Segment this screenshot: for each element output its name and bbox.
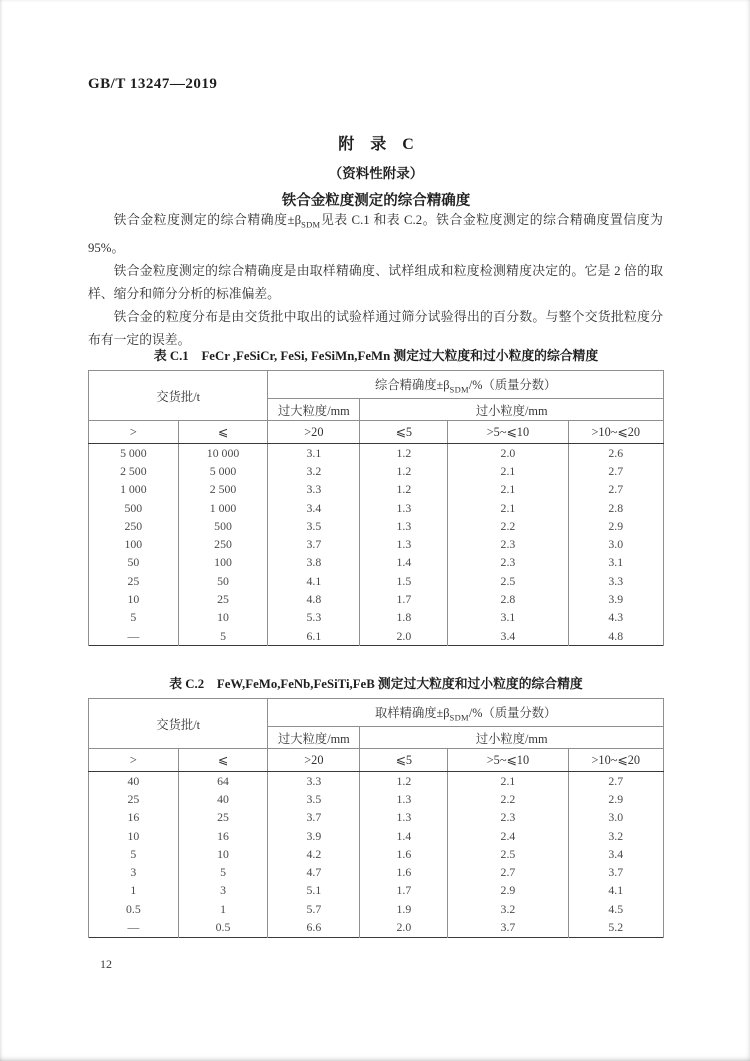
table-cell: 3.1 (568, 554, 663, 572)
table-cell: — (89, 918, 179, 937)
table-cell: 1.6 (360, 845, 448, 863)
table-cell: 1 (178, 900, 268, 918)
table-cell: 3.7 (268, 535, 360, 553)
table-cell: 1.2 (360, 444, 448, 463)
paragraph-text: 见表 C.1 和表 C.2。铁合金粒度测定的综合精确度置信度为 95%。 (88, 213, 663, 255)
table-cell: 2.6 (568, 444, 663, 463)
header-cell-precision (268, 699, 664, 727)
table-cell: 6.6 (268, 918, 360, 937)
table-cell: 2.1 (448, 462, 568, 480)
table-cell: 5 (89, 609, 179, 627)
header-cell-lot: 交货批/t (89, 699, 268, 749)
table-row (89, 517, 664, 535)
table-cell: 16 (89, 809, 179, 827)
header-cell-oversize: 过大粒度/mm (268, 399, 360, 421)
table-cell: 2.7 (568, 462, 663, 480)
table-row (89, 809, 664, 827)
table-cell: 2.7 (448, 863, 568, 881)
table-cell: 40 (178, 790, 268, 808)
table-cell: 1 000 (89, 481, 179, 499)
table-cell: 1.3 (360, 790, 448, 808)
table-cell: 4.1 (268, 572, 360, 590)
table-row (89, 918, 664, 937)
table-cell: 250 (89, 517, 179, 535)
table-cell: 2 500 (178, 481, 268, 499)
table-cell: 3.9 (568, 590, 663, 608)
table-cell: 2.8 (448, 590, 568, 608)
table-cell: 5 (178, 627, 268, 646)
table-cell: 3.5 (268, 790, 360, 808)
table-cell: 3 (178, 882, 268, 900)
page-number: 12 (100, 957, 112, 971)
table-cell: 10 (178, 845, 268, 863)
table-row (89, 863, 664, 881)
header-cell-range: >20 (268, 749, 360, 772)
table-row (89, 481, 664, 499)
table-row (89, 845, 664, 863)
table-cell: 2.0 (448, 444, 568, 463)
table-row (89, 627, 664, 646)
table-cell: 5.1 (268, 882, 360, 900)
body-text (88, 209, 663, 352)
header-cell-range: >20 (268, 421, 360, 444)
table-cell: 40 (89, 772, 179, 791)
table-c2-body (89, 772, 664, 938)
table-cell: 5 (178, 863, 268, 881)
table-cell: 2.7 (568, 772, 663, 791)
table-row (89, 572, 664, 590)
table-cell: 1.3 (360, 499, 448, 517)
table-cell: 2.0 (360, 918, 448, 937)
header-cell-range: >10~⩽20 (568, 421, 663, 444)
paragraph: 铁合金粒度测定的综合精确度是由取样精确度、试样组成和粒度检测精度决定的。它是 2 倍的取样、缩分和筛分分析的标准偏差。 (88, 263, 663, 301)
paragraph-text: 铁合金粒度测定的综合精确度±β (113, 213, 302, 227)
table-cell: 2.1 (448, 499, 568, 517)
table-cell: 3.0 (568, 535, 663, 553)
table-cell: 4.5 (568, 900, 663, 918)
table-cell: 3.9 (268, 827, 360, 845)
table-cell: 16 (178, 827, 268, 845)
table-cell: 3.2 (568, 827, 663, 845)
table-cell: 5 000 (178, 462, 268, 480)
table-cell: 1.9 (360, 900, 448, 918)
table-row (89, 609, 664, 627)
table-cell: 500 (89, 499, 179, 517)
table-cell: 0.5 (178, 918, 268, 937)
table-row (89, 900, 664, 918)
table-cell: 1.2 (360, 772, 448, 791)
appendix-title-block (88, 131, 664, 210)
table-row (89, 535, 664, 553)
table-cell: 3.4 (568, 845, 663, 863)
header-cell-range: >5~⩽10 (448, 749, 568, 772)
table-c1-body (89, 444, 664, 646)
header-cell-le: ⩽ (178, 749, 268, 772)
beta-subscript: SDM (449, 712, 469, 723)
table-cell: 3 (89, 863, 179, 881)
table-c1-caption: 表 C.1 FeCr ,FeSiCr, FeSi, FeSiMn,FeMn 测定过大粒度和过小粒度的综合精度 (153, 349, 599, 363)
table-cell: 3.3 (568, 572, 663, 590)
table-cell: 10 (178, 609, 268, 627)
table-cell: 1.6 (360, 863, 448, 881)
header-cell-le: ⩽ (178, 421, 268, 444)
table-row (89, 444, 664, 463)
table-cell: 50 (89, 554, 179, 572)
table-row (89, 499, 664, 517)
table-cell: 4.3 (568, 609, 663, 627)
header-cell-oversize: 过大粒度/mm (268, 727, 360, 749)
table-cell: 2.5 (448, 572, 568, 590)
header-cell-undersize: 过小粒度/mm (360, 399, 664, 421)
table-cell: 4.1 (568, 882, 663, 900)
table-cell: 3.1 (268, 444, 360, 463)
table-cell: 0.5 (89, 900, 179, 918)
appendix-title: 附 录 C (338, 136, 414, 153)
table-cell: 4.2 (268, 845, 360, 863)
table-c2-header (89, 699, 664, 772)
table-cell: 10 000 (178, 444, 268, 463)
table-cell: 25 (178, 590, 268, 608)
table-cell: 2.9 (568, 790, 663, 808)
header-cell-undersize: 过小粒度/mm (360, 727, 664, 749)
table-cell: 25 (89, 790, 179, 808)
table-cell: 2.1 (448, 772, 568, 791)
table-cell: 3.4 (448, 627, 568, 646)
table-cell: 2.1 (448, 481, 568, 499)
table-cell: 64 (178, 772, 268, 791)
header-cell-gt: > (89, 749, 179, 772)
table-cell: 50 (178, 572, 268, 590)
header-cell-range: >5~⩽10 (448, 421, 568, 444)
header-cell-precision (268, 371, 664, 399)
table-cell: 1.7 (360, 590, 448, 608)
table-row (89, 554, 664, 572)
table-cell: 2.7 (568, 481, 663, 499)
table-cell: 3.3 (268, 772, 360, 791)
table-cell: 2.3 (448, 809, 568, 827)
table-cell: 3.2 (448, 900, 568, 918)
table-cell: 1.2 (360, 481, 448, 499)
table-cell: 2.9 (568, 517, 663, 535)
standard-number: GB/T 13247—2019 (88, 76, 218, 92)
table-c1-header (89, 371, 664, 444)
table-cell: 3.5 (268, 517, 360, 535)
table-cell: 2.2 (448, 790, 568, 808)
table-cell: 1.3 (360, 809, 448, 827)
table-cell: 4.8 (568, 627, 663, 646)
table-cell: — (89, 627, 179, 646)
table-cell: 2.3 (448, 554, 568, 572)
table-cell: 1.3 (360, 535, 448, 553)
precision-label: /%（质量分数） (468, 705, 557, 720)
precision-label: /%（质量分数） (468, 377, 557, 392)
header-cell-gt: > (89, 421, 179, 444)
table-cell: 4.8 (268, 590, 360, 608)
table-cell: 500 (178, 517, 268, 535)
precision-label: 综合精确度±β (375, 377, 450, 392)
table-cell: 3.2 (268, 462, 360, 480)
table-cell: 2.5 (448, 845, 568, 863)
table-cell: 1.8 (360, 609, 448, 627)
table-c2-caption: 表 C.2 FeW,FeMo,FeNb,FeSiTi,FeB 测定过大粒度和过小粒度的综合精度 (169, 677, 583, 691)
table-cell: 2 500 (89, 462, 179, 480)
table-cell: 1.4 (360, 827, 448, 845)
table-row (89, 882, 664, 900)
table-c1-grid (88, 370, 664, 646)
table-row (89, 790, 664, 808)
table-cell: 3.0 (568, 809, 663, 827)
header-cell-range: >10~⩽20 (568, 749, 663, 772)
table-row (89, 827, 664, 845)
table-cell: 3.7 (568, 863, 663, 881)
table-cell: 1.2 (360, 462, 448, 480)
table-c1 (88, 370, 664, 646)
beta-subscript: SDM (449, 384, 469, 395)
header-cell-lot: 交货批/t (89, 371, 268, 421)
table-cell: 1.7 (360, 882, 448, 900)
header-cell-range: ⩽5 (360, 421, 448, 444)
table-cell: 3.4 (268, 499, 360, 517)
paragraph (88, 209, 663, 260)
table-cell: 3.3 (268, 481, 360, 499)
table-cell: 25 (89, 572, 179, 590)
table-cell: 2.9 (448, 882, 568, 900)
table-cell: 5.3 (268, 609, 360, 627)
table-cell: 5 (89, 845, 179, 863)
table-c2 (88, 698, 664, 938)
table-row (89, 590, 664, 608)
table-cell: 5.7 (268, 900, 360, 918)
appendix-heading: 铁合金粒度测定的综合精确度 (281, 193, 471, 209)
table-row (89, 462, 664, 480)
paragraph: 铁合金的粒度分布是由交货批中取出的试验样通过筛分试验得出的百分数。与整个交货批粒度分布有一定的误差。 (88, 309, 663, 347)
table-cell: 250 (178, 535, 268, 553)
table-cell: 10 (89, 590, 179, 608)
table-cell: 3.1 (448, 609, 568, 627)
table-cell: 2.2 (448, 517, 568, 535)
table-row (89, 772, 664, 791)
table-cell: 3.8 (268, 554, 360, 572)
table-cell: 25 (178, 809, 268, 827)
table-cell: 3.7 (448, 918, 568, 937)
table-cell: 2.4 (448, 827, 568, 845)
table-cell: 1 000 (178, 499, 268, 517)
table-cell: 100 (178, 554, 268, 572)
table-cell: 4.7 (268, 863, 360, 881)
table-cell: 5.2 (568, 918, 663, 937)
appendix-subtitle: （资料性附录） (328, 166, 424, 181)
table-cell: 1.3 (360, 517, 448, 535)
table-cell: 1.5 (360, 572, 448, 590)
table-cell: 2.3 (448, 535, 568, 553)
table-cell: 6.1 (268, 627, 360, 646)
header-cell-range: ⩽5 (360, 749, 448, 772)
table-cell: 10 (89, 827, 179, 845)
table-cell: 1.4 (360, 554, 448, 572)
table-cell: 2.8 (568, 499, 663, 517)
table-cell: 1 (89, 882, 179, 900)
precision-label: 取样精确度±β (375, 705, 450, 720)
table-cell: 2.0 (360, 627, 448, 646)
table-cell: 5 000 (89, 444, 179, 463)
beta-subscript: SDM (301, 219, 321, 230)
table-cell: 3.7 (268, 809, 360, 827)
table-cell: 100 (89, 535, 179, 553)
table-c2-grid (88, 698, 664, 938)
